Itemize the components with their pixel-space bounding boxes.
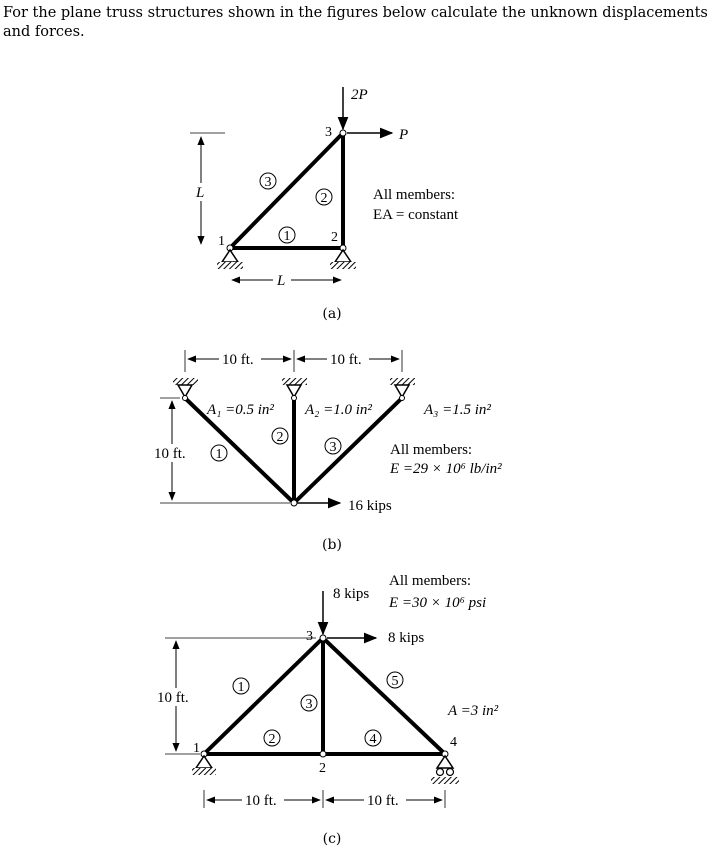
joint-a-3 bbox=[340, 130, 346, 136]
dim-label-b-right: 10 ft. bbox=[330, 352, 362, 368]
pin-support-a-2 bbox=[330, 250, 356, 269]
load-label-c-horizontal: 8 kips bbox=[388, 630, 425, 646]
node-label-c-3: 3 bbox=[306, 629, 313, 644]
member-label-b-2: 2 bbox=[276, 430, 284, 445]
dim-label-b-left: 10 ft. bbox=[222, 352, 254, 368]
note-a-line1: All members: bbox=[373, 187, 456, 203]
pin-support-b-2 bbox=[282, 378, 307, 401]
dim-label-c-right: 10 ft. bbox=[367, 793, 399, 809]
member-label-a-3: 3 bbox=[264, 175, 272, 190]
note-c-line1: All members: bbox=[389, 573, 472, 589]
figure-b bbox=[152, 350, 502, 553]
member-label-a-2: 2 bbox=[320, 191, 328, 206]
note-b-line1: All members: bbox=[390, 442, 473, 458]
member-label-c-3: 3 bbox=[305, 697, 313, 712]
load-label-b: 16 kips bbox=[348, 498, 392, 514]
caption-b: (b) bbox=[322, 537, 342, 553]
note-b-line2: E =29 × 10⁶ lb/in² bbox=[390, 461, 502, 477]
caption-c: (c) bbox=[322, 831, 342, 847]
member-label-c-2: 2 bbox=[268, 732, 276, 747]
dim-label-c-vertical: 10 ft. bbox=[157, 690, 189, 706]
node-label-a-3: 3 bbox=[325, 125, 332, 140]
joint-c-3 bbox=[320, 635, 326, 641]
load-label-a-vertical: 2P bbox=[351, 87, 368, 103]
problem-statement: For the plane truss structures shown in the figures below calculate the unknown displacements and forces. bbox=[3, 5, 708, 40]
member-label-c-1: 1 bbox=[237, 680, 245, 695]
load-label-a-horizontal: P bbox=[399, 127, 409, 143]
dim-label-b-vertical: 10 ft. bbox=[154, 446, 186, 462]
node-label-a-2: 2 bbox=[331, 230, 338, 245]
dim-label-c-left: 10 ft. bbox=[245, 793, 277, 809]
member-label-b-3: 3 bbox=[329, 440, 337, 455]
dim-label-a-horizontal: L bbox=[277, 273, 286, 289]
joint-b-bottom bbox=[291, 500, 297, 506]
pin-support-b-1 bbox=[173, 378, 198, 401]
node-label-c-1: 1 bbox=[193, 741, 200, 756]
figure-c bbox=[155, 573, 499, 847]
figure-a bbox=[190, 87, 459, 322]
member-label-c-4: 4 bbox=[369, 732, 377, 747]
member-label-c-5: 5 bbox=[391, 674, 399, 689]
note-a-line2: EA = constant bbox=[373, 207, 459, 223]
pin-support-a-1 bbox=[217, 250, 243, 269]
dim-label-a-vertical: L bbox=[196, 185, 205, 201]
joint-c-2 bbox=[320, 751, 326, 757]
area-label-b-2: A₂ =1.0 in² bbox=[305, 402, 372, 418]
pin-support-c-1 bbox=[192, 756, 216, 775]
load-label-c-vertical: 8 kips bbox=[333, 586, 370, 602]
member-label-b-1: 1 bbox=[215, 447, 223, 462]
caption-a: (a) bbox=[322, 306, 342, 322]
node-label-c-4: 4 bbox=[450, 735, 457, 750]
area-label-c: A =3 in² bbox=[448, 703, 499, 719]
roller-support-c-4 bbox=[431, 756, 459, 784]
member-c-5 bbox=[323, 638, 445, 754]
area-label-b-1: A₁ =0.5 in² bbox=[207, 402, 274, 418]
node-label-c-2: 2 bbox=[319, 761, 326, 776]
area-label-b-3: A₃ =1.5 in² bbox=[424, 402, 491, 418]
node-label-a-1: 1 bbox=[218, 234, 225, 249]
member-label-a-1: 1 bbox=[283, 229, 291, 244]
pin-support-b-3 bbox=[390, 378, 415, 401]
note-c-line2: E =30 × 10⁶ psi bbox=[389, 595, 487, 611]
